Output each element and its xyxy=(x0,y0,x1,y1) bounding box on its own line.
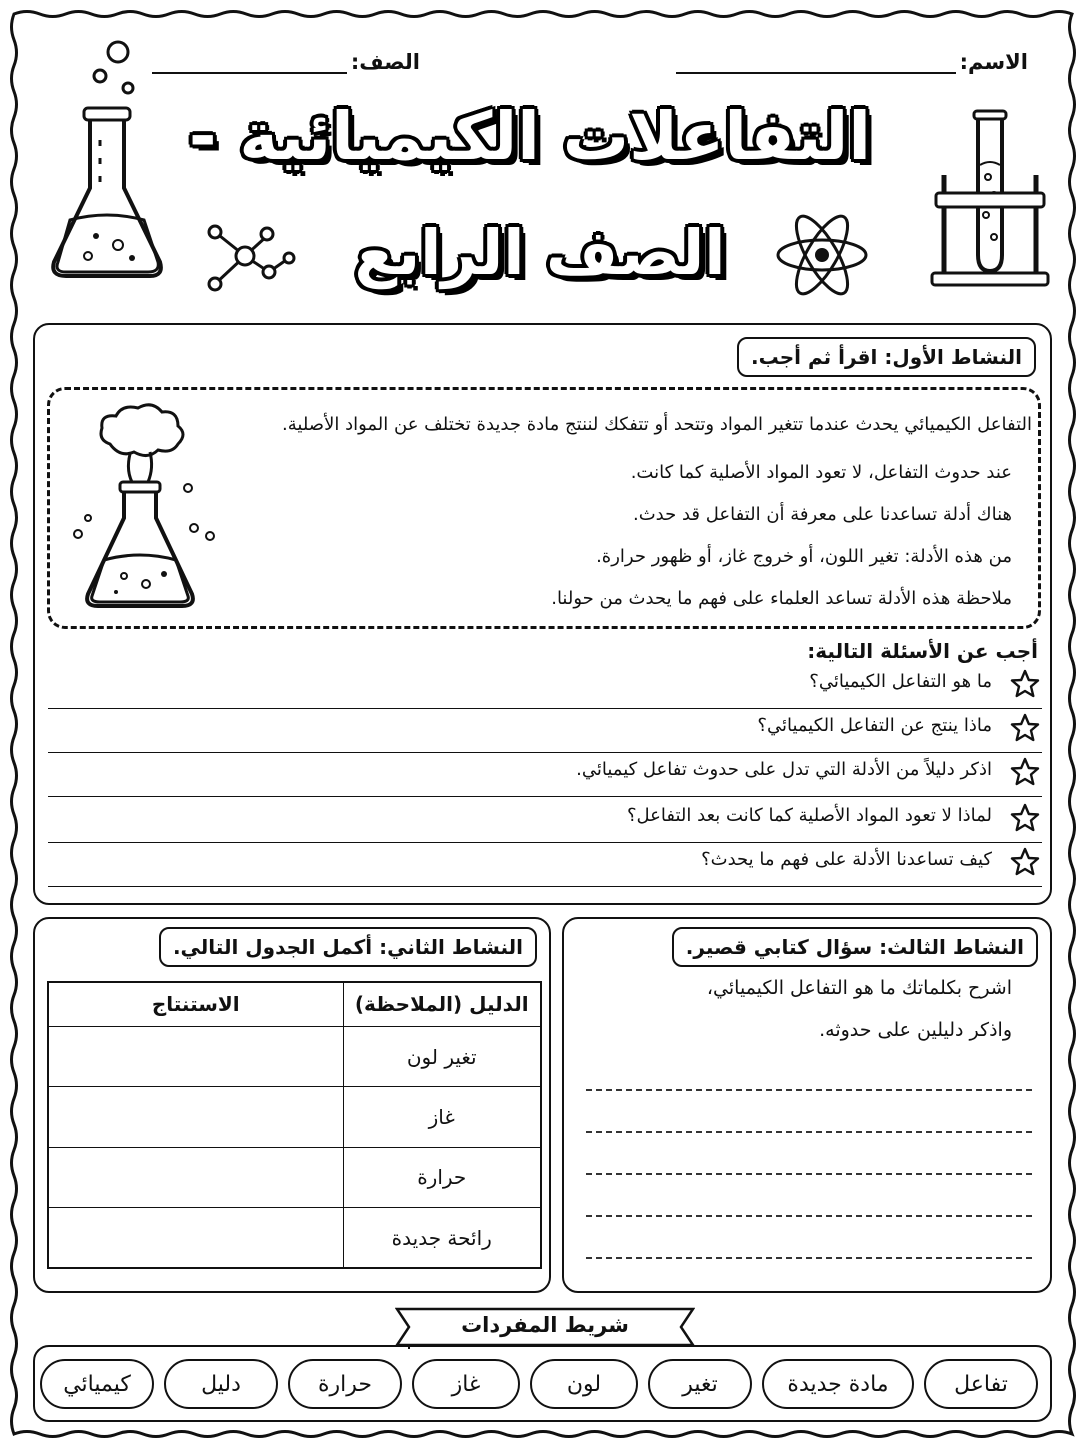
question-row[interactable] xyxy=(48,665,1042,709)
evidence-cell: حرارة xyxy=(343,1147,541,1207)
activity2-label: النشاط الثاني: أكمل الجدول التالي. xyxy=(159,927,537,967)
question-row[interactable] xyxy=(48,843,1042,887)
reading-line-1: التفاعل الكيميائي يحدث عندما تتغير المواد وتتحد أو تتفكك لننتج مادة جديدة تختلف عن المواد الأصلية. xyxy=(282,414,1032,435)
answer-line[interactable] xyxy=(586,1257,1032,1259)
atom-icon xyxy=(775,205,870,305)
conclusion-cell[interactable] xyxy=(48,1208,343,1268)
activity3-prompt-line1: اشرح بكلماتك ما هو التفاعل الكيميائي، xyxy=(706,977,1012,999)
name-label: الاسم: xyxy=(959,50,1028,74)
evidence-cell: رائحة جديدة xyxy=(343,1208,541,1268)
vocab-chip[interactable]: دليل xyxy=(164,1359,278,1409)
evidence-cell: غاز xyxy=(343,1087,541,1147)
evidence-table xyxy=(47,981,542,1269)
question-row[interactable] xyxy=(48,753,1042,797)
vocab-chip[interactable]: حرارة xyxy=(288,1359,402,1409)
class-label: الصف: xyxy=(350,50,420,74)
reading-line-3: هناك أدلة تساعدنا على معرفة أن التفاعل قد حدث. xyxy=(632,504,1012,525)
question-text: لماذا لا تعود المواد الأصلية كما كانت بعد التفاعل؟ xyxy=(626,805,992,826)
answer-line[interactable] xyxy=(586,1131,1032,1133)
question-text: كيف تساعدنا الأدلة على فهم ما يحدث؟ xyxy=(701,849,992,870)
table-row xyxy=(48,1208,541,1268)
vocab-chip[interactable]: غاز xyxy=(412,1359,520,1409)
star-icon xyxy=(1010,757,1040,787)
vocab-chip[interactable]: كيميائي xyxy=(40,1359,154,1409)
activity1-label: النشاط الأول: اقرأ ثم أجب. xyxy=(737,337,1036,377)
star-icon xyxy=(1010,713,1040,743)
page-title: التفاعلات الكيميائية - xyxy=(189,98,871,175)
name-line[interactable] xyxy=(676,52,956,74)
star-icon xyxy=(1010,847,1040,877)
question-row[interactable] xyxy=(48,799,1042,843)
reading-box xyxy=(47,387,1041,629)
answer-line[interactable] xyxy=(586,1089,1032,1091)
star-icon xyxy=(1010,803,1040,833)
reading-line-4: من هذه الأدلة: تغير اللون، أو خروج غاز، أو ظهور حرارة. xyxy=(596,546,1012,567)
activity2-panel xyxy=(33,917,551,1293)
conical-flask-icon xyxy=(40,40,175,290)
class-field[interactable] xyxy=(152,50,420,74)
column-conclusion: الاستنتاج xyxy=(48,982,343,1026)
table-row xyxy=(48,1147,541,1207)
conclusion-cell[interactable] xyxy=(48,1147,343,1207)
vocab-chip[interactable]: لون xyxy=(530,1359,638,1409)
answer-line[interactable] xyxy=(586,1215,1032,1217)
table-row xyxy=(48,1087,541,1147)
vocabulary-title: شريط المفردات xyxy=(461,1313,629,1337)
activity3-panel xyxy=(562,917,1052,1293)
question-text: ماذا ينتج عن التفاعل الكيميائي؟ xyxy=(757,715,992,736)
bubbling-flask-icon xyxy=(68,398,218,618)
activity1-panel xyxy=(33,323,1052,905)
activity3-prompt-line2: واذكر دليلين على حدوثه. xyxy=(819,1019,1012,1041)
class-line[interactable] xyxy=(152,52,347,74)
conclusion-cell[interactable] xyxy=(48,1087,343,1147)
reading-line-5: ملاحظة هذه الأدلة تساعد العلماء على فهم ما يحدث من حولنا. xyxy=(551,588,1012,609)
test-tube-rack-icon xyxy=(930,105,1050,290)
table-row xyxy=(48,1026,541,1086)
question-text: ما هو التفاعل الكيميائي؟ xyxy=(809,671,992,692)
vocab-chip[interactable]: مادة جديدة xyxy=(762,1359,914,1409)
column-evidence: الدليل (الملاحظة) xyxy=(343,982,541,1026)
name-field[interactable] xyxy=(676,50,1028,74)
vocabulary-chips xyxy=(40,1359,1038,1409)
question-row[interactable] xyxy=(48,709,1042,753)
answer-line[interactable] xyxy=(586,1173,1032,1175)
evidence-cell: تغير لون xyxy=(343,1026,541,1086)
vocab-chip[interactable]: تفاعل xyxy=(924,1359,1038,1409)
vocabulary-title-ribbon xyxy=(395,1305,695,1349)
page-subtitle: الصف الرابع xyxy=(354,216,726,289)
questions-heading: أجب عن الأسئلة التالية: xyxy=(807,639,1038,663)
star-icon xyxy=(1010,669,1040,699)
vocab-chip[interactable]: تغير xyxy=(648,1359,752,1409)
vocabulary-bar xyxy=(33,1345,1052,1422)
table-header-row xyxy=(48,982,541,1026)
reading-line-2: عند حدوث التفاعل، لا تعود المواد الأصلية كما كانت. xyxy=(630,462,1012,483)
question-text: اذكر دليلاً من الأدلة التي تدل على حدوث تفاعل كيميائي. xyxy=(576,759,992,780)
activity3-label: النشاط الثالث: سؤال كتابي قصير. xyxy=(672,927,1038,967)
molecule-icon xyxy=(205,222,297,294)
conclusion-cell[interactable] xyxy=(48,1026,343,1086)
